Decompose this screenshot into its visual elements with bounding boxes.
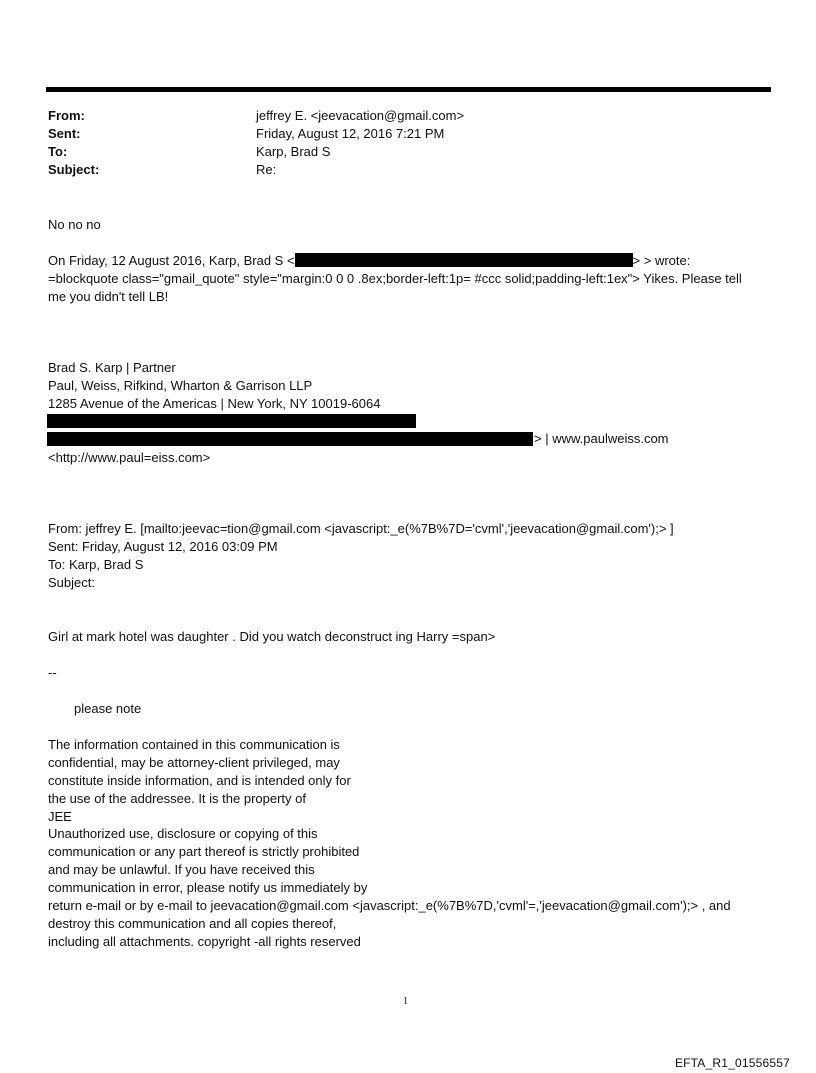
signature-name: Brad S. Karp | Partner — [48, 360, 176, 375]
header-divider — [46, 87, 771, 92]
disclaimer-line: the use of the addressee. It is the property of — [48, 791, 306, 806]
original-to: To: Karp, Brad S — [48, 557, 144, 572]
disclaimer-line: constitute inside information, and is intended only for — [48, 773, 351, 788]
original-subject: Subject: — [48, 575, 95, 590]
signature-separator: -- — [48, 665, 57, 680]
bates-number: EFTA_R1_01556557 — [674, 1056, 790, 1070]
page-number: 1 — [403, 996, 408, 1007]
from-value: jeffrey E. <jeevacation@gmail.com> — [256, 108, 465, 123]
signature-web: > | www.paulweiss.com — [534, 431, 669, 446]
disclaimer-line: confidential, may be attorney-client privileged, may — [48, 755, 340, 770]
quote-intro — [48, 252, 690, 270]
disclaimer-line: The information contained in this communication is — [48, 737, 340, 752]
disclaimer-line: JEE — [48, 809, 72, 824]
disclaimer-line: communication or any part thereof is strictly prohibited — [48, 844, 360, 859]
original-sent: Sent: Friday, August 12, 2016 03:09 PM — [48, 539, 278, 554]
redaction-bar — [295, 253, 633, 267]
to-value: Karp, Brad S — [256, 144, 331, 159]
sent-label: Sent: — [48, 126, 81, 141]
subject-label: Subject: — [48, 162, 100, 177]
disclaimer-line: including all attachments. copyright -all rights reserved — [48, 934, 361, 949]
signature-firm: Paul, Weiss, Rifkind, Wharton & Garrison LLP — [48, 378, 313, 393]
quote-intro-end: > > wrote: — [632, 253, 691, 268]
disclaimer-line: destroy this communication and all copies thereof, — [48, 916, 337, 931]
subject-value: Re: — [256, 162, 277, 177]
quote-line-3: me you didn't tell LB! — [48, 289, 169, 304]
signature-web-link: <http://www.paul=eiss.com> — [48, 450, 211, 465]
original-body: Girl at mark hotel was daughter . Did you watch deconstruct ing Harry =span> — [48, 629, 496, 644]
redaction-bar — [47, 414, 416, 428]
disclaimer-line: and may be unlawful. If you have received this — [48, 862, 315, 877]
quote-intro-start: On Friday, 12 August 2016, Karp, Brad S < — [48, 253, 295, 268]
please-note: please note — [74, 701, 142, 716]
reply-body: No no no — [48, 217, 101, 232]
disclaimer-line: return e-mail or by e-mail to jeevacation@gmail.com <javascript:_e(%7B%7D,'cvml'=,'jeevacation@gmail.com');> , and — [48, 898, 731, 913]
signature-address: 1285 Avenue of the Americas | New York, NY 10019-6064 — [48, 396, 381, 411]
disclaimer-line: communication in error, please notify us immediately by — [48, 880, 368, 895]
original-from: From: jeffrey E. [mailto:jeevac=tion@gmail.com <javascript:_e(%7B%7D='cvml','jeevacation@gmail.com');> ] — [48, 521, 674, 536]
sent-value: Friday, August 12, 2016 7:21 PM — [256, 126, 445, 141]
from-label: From: — [48, 108, 85, 123]
disclaimer-line: Unauthorized use, disclosure or copying of this — [48, 826, 318, 841]
quote-line-2: =blockquote class="gmail_quote" style="margin:0 0 0 .8ex;border-left:1p= #ccc solid;padding-left:1ex"> Yikes. Please tell — [48, 271, 742, 286]
redaction-bar — [47, 432, 533, 446]
to-label: To: — [48, 144, 68, 159]
